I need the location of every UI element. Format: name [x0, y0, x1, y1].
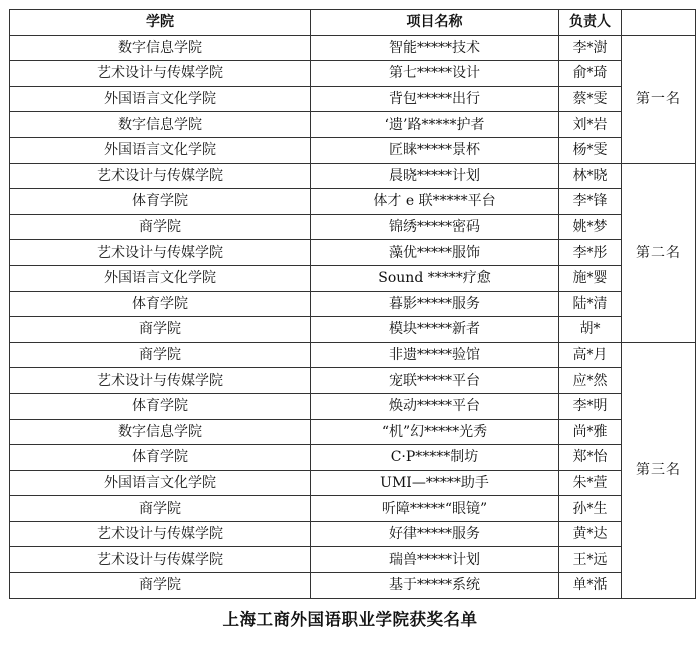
college-cell: 商学院 — [10, 496, 311, 522]
table-row — [10, 496, 696, 522]
college-cell: 艺术设计与传媒学院 — [10, 368, 311, 394]
leader-cell: 姚*梦 — [559, 214, 622, 240]
project-cell: 智能*****技术 — [311, 35, 559, 61]
leader-cell: 高*月 — [559, 342, 622, 368]
table-row — [10, 573, 696, 599]
table-row — [10, 189, 696, 215]
table-row — [10, 86, 696, 112]
rank-cell: 第三名 — [622, 342, 696, 598]
leader-cell: 陆*清 — [559, 291, 622, 317]
project-cell: 晨晓*****计划 — [311, 163, 559, 189]
table-row — [10, 163, 696, 189]
project-cell: 暮影*****服务 — [311, 291, 559, 317]
table-row — [10, 547, 696, 573]
college-cell: 艺术设计与传媒学院 — [10, 240, 311, 266]
college-cell: 艺术设计与传媒学院 — [10, 521, 311, 547]
table-row — [10, 61, 696, 87]
header-row — [10, 10, 696, 36]
table-row — [10, 317, 696, 343]
project-cell: “机”幻*****光秀 — [311, 419, 559, 445]
college-cell: 体育学院 — [10, 393, 311, 419]
table-row — [10, 393, 696, 419]
leader-cell: 应*然 — [559, 368, 622, 394]
college-cell: 体育学院 — [10, 291, 311, 317]
project-cell: 锦绣*****密码 — [311, 214, 559, 240]
rank-cell: 第一名 — [622, 35, 696, 163]
project-cell: 匠睐*****景杯 — [311, 137, 559, 163]
leader-cell: 俞*琦 — [559, 61, 622, 87]
project-cell: 瑞兽*****计划 — [311, 547, 559, 573]
leader-cell: 朱*萱 — [559, 470, 622, 496]
header-rank — [622, 10, 696, 36]
project-cell: 模块*****新者 — [311, 317, 559, 343]
leader-cell: 李*澍 — [559, 35, 622, 61]
project-cell: 藻优*****服饰 — [311, 240, 559, 266]
project-cell: 听障*****“眼镜” — [311, 496, 559, 522]
header-college: 学院 — [10, 10, 311, 36]
table-row — [10, 521, 696, 547]
leader-cell: 施*婴 — [559, 265, 622, 291]
college-cell: 商学院 — [10, 573, 311, 599]
leader-cell: 胡* — [559, 317, 622, 343]
project-cell: 好律*****服务 — [311, 521, 559, 547]
leader-cell: 王*远 — [559, 547, 622, 573]
project-cell: Sound *****疗愈 — [311, 265, 559, 291]
project-cell: UMI—*****助手 — [311, 470, 559, 496]
leader-cell: 李*彤 — [559, 240, 622, 266]
leader-cell: 单*湉 — [559, 573, 622, 599]
leader-cell: 黄*达 — [559, 521, 622, 547]
project-cell: 宠联*****平台 — [311, 368, 559, 394]
table-row — [10, 368, 696, 394]
table-row — [10, 419, 696, 445]
project-cell: ‘遗’路*****护者 — [311, 112, 559, 138]
college-cell: 外国语言文化学院 — [10, 86, 311, 112]
project-cell: 非遗*****验馆 — [311, 342, 559, 368]
table-row — [10, 240, 696, 266]
table-caption: 上海工商外国语职业学院获奖名单 — [222, 610, 478, 629]
college-cell: 数字信息学院 — [10, 35, 311, 61]
table-row — [10, 112, 696, 138]
table-row — [10, 137, 696, 163]
leader-cell: 刘*岩 — [559, 112, 622, 138]
college-cell: 数字信息学院 — [10, 112, 311, 138]
project-cell: 背包*****出行 — [311, 86, 559, 112]
leader-cell: 李*明 — [559, 393, 622, 419]
project-cell: 焕动*****平台 — [311, 393, 559, 419]
award-table-body — [10, 35, 696, 598]
leader-cell: 孙*生 — [559, 496, 622, 522]
college-cell: 艺术设计与传媒学院 — [10, 547, 311, 573]
project-cell: 基于*****系统 — [311, 573, 559, 599]
award-table — [9, 9, 696, 599]
leader-cell: 郑*怡 — [559, 445, 622, 471]
leader-cell: 尚*雅 — [559, 419, 622, 445]
college-cell: 外国语言文化学院 — [10, 470, 311, 496]
college-cell: 体育学院 — [10, 189, 311, 215]
project-cell: 第七*****设计 — [311, 61, 559, 87]
project-cell: 体才 e 联*****平台 — [311, 189, 559, 215]
table-row — [10, 214, 696, 240]
header-project: 项目名称 — [311, 10, 559, 36]
college-cell: 艺术设计与传媒学院 — [10, 61, 311, 87]
rank-cell: 第二名 — [622, 163, 696, 342]
college-cell: 商学院 — [10, 342, 311, 368]
leader-cell: 李*锋 — [559, 189, 622, 215]
project-cell: C·P*****制坊 — [311, 445, 559, 471]
college-cell: 外国语言文化学院 — [10, 265, 311, 291]
header-leader: 负责人 — [559, 10, 622, 36]
table-row — [10, 265, 696, 291]
table-row — [10, 470, 696, 496]
leader-cell: 林*晓 — [559, 163, 622, 189]
leader-cell: 蔡*雯 — [559, 86, 622, 112]
college-cell: 数字信息学院 — [10, 419, 311, 445]
college-cell: 艺术设计与传媒学院 — [10, 163, 311, 189]
table-row — [10, 291, 696, 317]
table-row — [10, 445, 696, 471]
table-row — [10, 342, 696, 368]
college-cell: 商学院 — [10, 214, 311, 240]
college-cell: 体育学院 — [10, 445, 311, 471]
table-row — [10, 35, 696, 61]
college-cell: 外国语言文化学院 — [10, 137, 311, 163]
leader-cell: 杨*雯 — [559, 137, 622, 163]
college-cell: 商学院 — [10, 317, 311, 343]
